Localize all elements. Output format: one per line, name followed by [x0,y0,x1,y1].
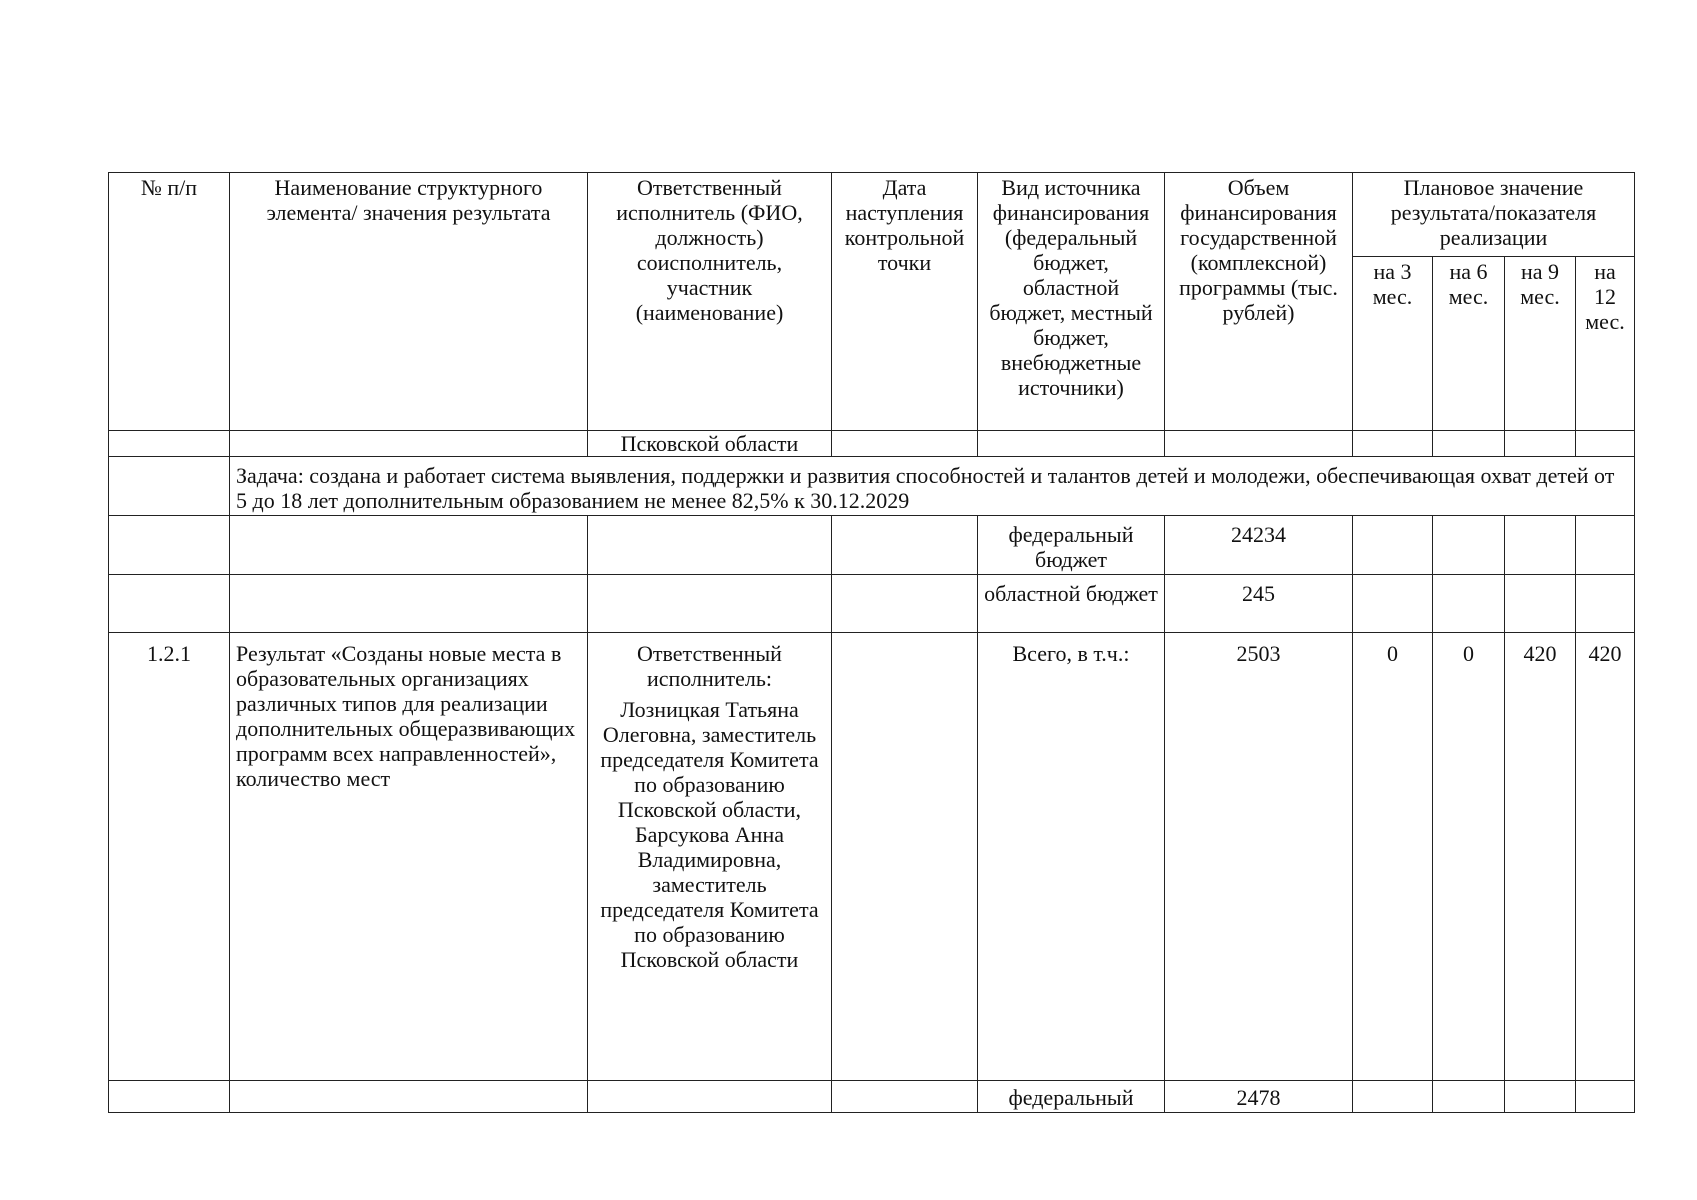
plan-table [108,172,1635,1113]
result-m9: 420 [1505,633,1576,1081]
result-m3: 0 [1353,633,1433,1081]
result-name: Результат «Созданы новые места в образовательных организациях различных типов для реализации дополнительных общеразвивающих программ всех направленностей», количество мест [230,633,588,1081]
header-m6: на 6 мес. [1433,257,1505,431]
funding-volume: 245 [1165,575,1353,633]
result-num: 1.2.1 [109,633,230,1081]
funding-volume: 24234 [1165,516,1353,575]
funding-source: областной бюджет [978,575,1165,633]
last-volume: 2478 [1165,1081,1353,1113]
header-source: Вид источника финансирования (федеральный бюджет, областной бюджет, местный бюджет, внебюджетные источники) [978,173,1165,431]
table-row [109,575,1635,633]
header-m12: на 12 мес. [1576,257,1635,431]
table-row [109,431,1635,457]
responsible-label: Ответственный исполнитель: [637,641,782,691]
header-responsible: Ответственный исполнитель (ФИО, должность) соисполнитель, участник (наименование) [588,173,832,431]
task-row [109,457,1635,516]
carryover-responsible: Псковской области [588,431,832,457]
funding-source: федеральный бюджет [978,516,1165,575]
result-source: Всего, в т.ч.: [978,633,1165,1081]
header-date: Дата наступления контрольной точки [832,173,978,431]
result-responsible [588,633,832,1081]
result-m12: 420 [1576,633,1635,1081]
result-volume: 2503 [1165,633,1353,1081]
result-m6: 0 [1433,633,1505,1081]
header-plan: Плановое значение результата/показателя реализации [1353,173,1635,257]
header-m3: на 3 мес. [1353,257,1433,431]
header-volume: Объем финансирования государственной (комплексной) программы (тыс. рублей) [1165,173,1353,431]
table-row [109,516,1635,575]
header-m9: на 9 мес. [1505,257,1576,431]
table-row [109,1081,1635,1113]
header-name: Наименование структурного элемента/ значения результата [230,173,588,431]
result-row [109,633,1635,1081]
responsible-text: Лозницкая Татьяна Олеговна, заместитель председателя Комитета по образованию Псковской области, Барсукова Анна Владимировна, заместитель председателя Комитета по образованию Псковской области [600,697,819,972]
last-source: федеральный [978,1081,1165,1113]
task-text: Задача: создана и работает система выявления, поддержки и развития способностей и талантов детей и молодежи, обеспечивающая охват детей от 5 до 18 лет дополнительным образованием не менее 82,5% к 30.12.2029 [230,457,1635,516]
header-row [109,173,1635,257]
header-num: № п/п [109,173,230,431]
